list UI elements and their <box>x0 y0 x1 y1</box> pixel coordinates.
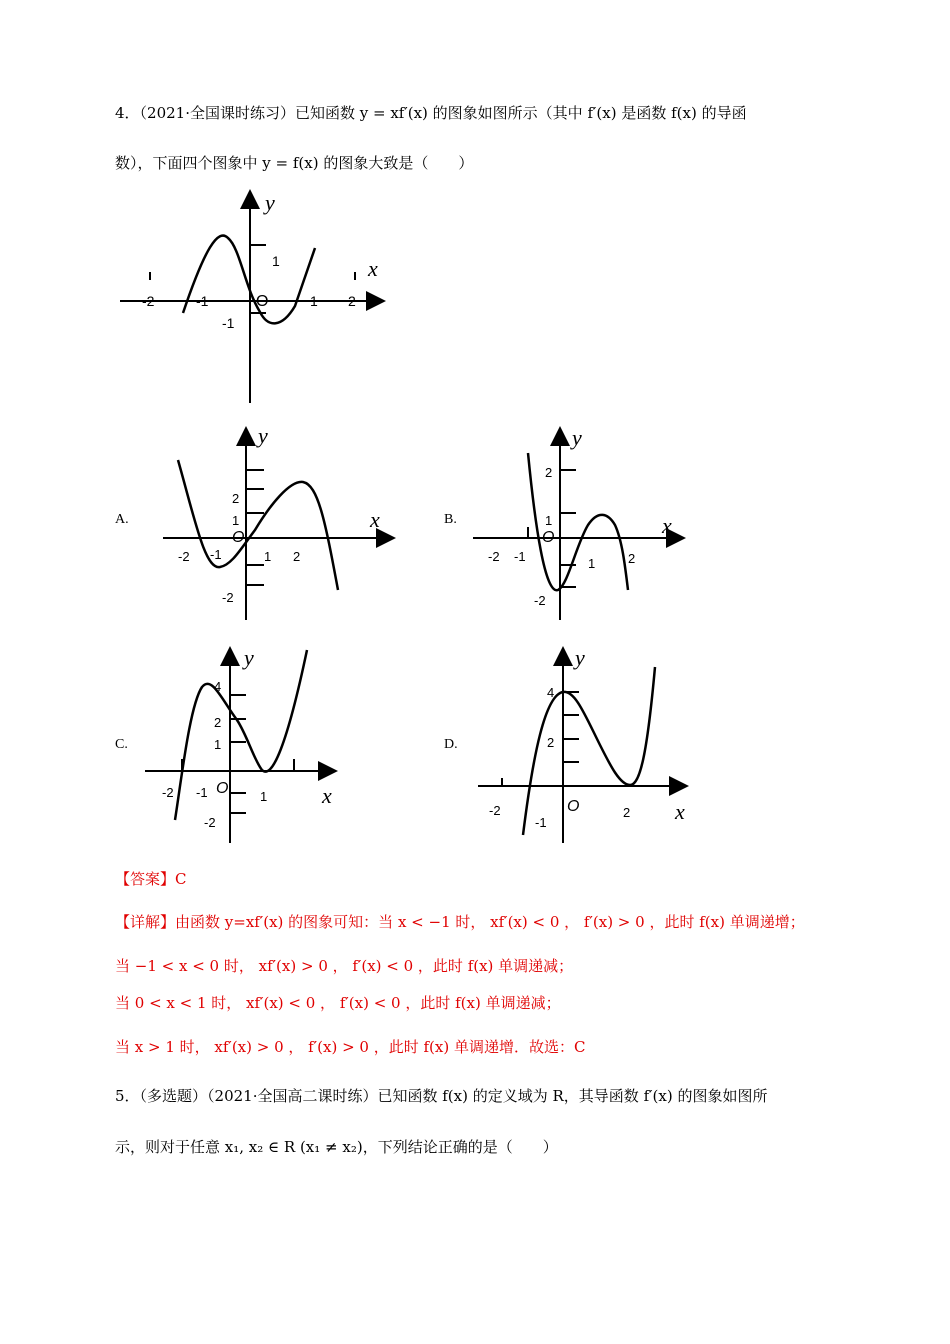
svg-text:y: y <box>244 645 254 670</box>
svg-text:-2: -2 <box>204 815 216 830</box>
svg-text:2: 2 <box>547 735 555 750</box>
svg-text:-2: -2 <box>178 549 190 564</box>
y-label: y <box>265 190 275 215</box>
svg-text:x: x <box>370 507 380 532</box>
svg-text:2: 2 <box>623 805 631 820</box>
svg-text:-2: -2 <box>489 803 501 818</box>
svg-text:x: x <box>322 783 332 808</box>
svg-text:4: 4 <box>547 685 555 700</box>
svg-text:2: 2 <box>232 491 240 506</box>
option-c-graph[interactable] <box>142 645 372 845</box>
svg-text:-2: -2 <box>534 593 546 608</box>
svg-text:O: O <box>567 798 580 815</box>
q5-stem-line1: 5．（多选题）（2021·全国高二课时练）已知函数 f(x) 的定义域为 R，其导函数 f′(x) 的图象如图所 <box>115 1087 768 1105</box>
tick-x-neg1: -1 <box>196 293 209 309</box>
tick-x-neg2: -2 <box>142 293 155 309</box>
q4-stem-line2: 数），下面四个图象中 y = f(x) 的图象大致是（ ） <box>115 154 474 172</box>
detail-line3: 当 0 < x < 1 时， xf′(x) < 0 ， f′(x) < 0 ，此时 f(x) 单调递减； <box>115 994 561 1012</box>
q4-stem-line1: 4．（2021·全国课时练习）已知函数 y = xf′(x) 的图象如图所示（其中 f′(x) 是函数 f(x) 的导函 <box>115 104 747 122</box>
option-d-label[interactable]: D. <box>444 737 458 752</box>
svg-text:O: O <box>216 780 229 797</box>
svg-text:1: 1 <box>214 737 222 752</box>
svg-text:2: 2 <box>628 551 636 566</box>
origin-label: O <box>256 293 269 310</box>
svg-text:y: y <box>575 645 585 670</box>
detail-line1 <box>115 911 805 932</box>
svg-text:-2: -2 <box>222 590 234 605</box>
svg-text:O: O <box>232 529 245 546</box>
option-b-graph[interactable] <box>470 425 710 620</box>
svg-text:-1: -1 <box>210 547 222 562</box>
svg-text:-1: -1 <box>196 785 208 800</box>
answer-label: 【答案】 <box>115 870 176 888</box>
svg-text:1: 1 <box>545 513 553 528</box>
detail-line2: 当 −1 < x < 0 时， xf′(x) > 0 ， f′(x) < 0 ，此时 f(x) 单调递减； <box>115 957 574 975</box>
svg-text:1: 1 <box>260 789 268 804</box>
svg-text:2: 2 <box>293 549 301 564</box>
svg-text:-2: -2 <box>162 785 174 800</box>
svg-text:y: y <box>572 425 582 450</box>
svg-text:1: 1 <box>232 513 240 528</box>
x-label: x <box>368 256 378 281</box>
svg-text:y: y <box>258 423 268 448</box>
tick-x-2: 2 <box>348 293 356 309</box>
q5-stem-line2: 示，则对于任意 x₁, x₂ ∈ R (x₁ ≠ x₂)，下列结论正确的是（ ） <box>115 1138 558 1156</box>
svg-text:2: 2 <box>545 465 553 480</box>
svg-text:2: 2 <box>214 715 222 730</box>
option-b-label[interactable]: B. <box>444 512 457 527</box>
svg-text:-1: -1 <box>514 549 526 564</box>
tick-x-1: 1 <box>310 293 318 309</box>
option-d-graph[interactable] <box>475 645 705 845</box>
tick-y-neg1: -1 <box>222 315 235 331</box>
detail-text-1: 由函数 y=xf′(x) 的图象可知：当 x < −1 时， xf′(x) < 0 ， f′(x) > 0 ，此时 f(x) 单调递增； <box>175 913 805 931</box>
answer-value: C <box>175 870 187 888</box>
tick-y-1: 1 <box>272 253 280 269</box>
detail-label: 【详解】 <box>115 913 176 931</box>
main-graph <box>110 188 410 408</box>
svg-text:4: 4 <box>214 679 222 694</box>
svg-text:1: 1 <box>588 556 596 571</box>
option-a-label[interactable]: A. <box>115 512 129 527</box>
answer-line <box>115 868 187 889</box>
svg-text:O: O <box>542 529 555 546</box>
svg-text:x: x <box>662 513 672 538</box>
option-c-label[interactable]: C. <box>115 737 128 752</box>
svg-text:-1: -1 <box>535 815 547 830</box>
option-a-graph[interactable] <box>160 425 400 620</box>
svg-text:1: 1 <box>264 549 272 564</box>
svg-text:x: x <box>675 799 685 824</box>
svg-text:-2: -2 <box>488 549 500 564</box>
detail-line4: 当 x > 1 时， xf′(x) > 0 ， f′(x) > 0 ，此时 f(x) 单调递增．故选：C <box>115 1038 586 1056</box>
